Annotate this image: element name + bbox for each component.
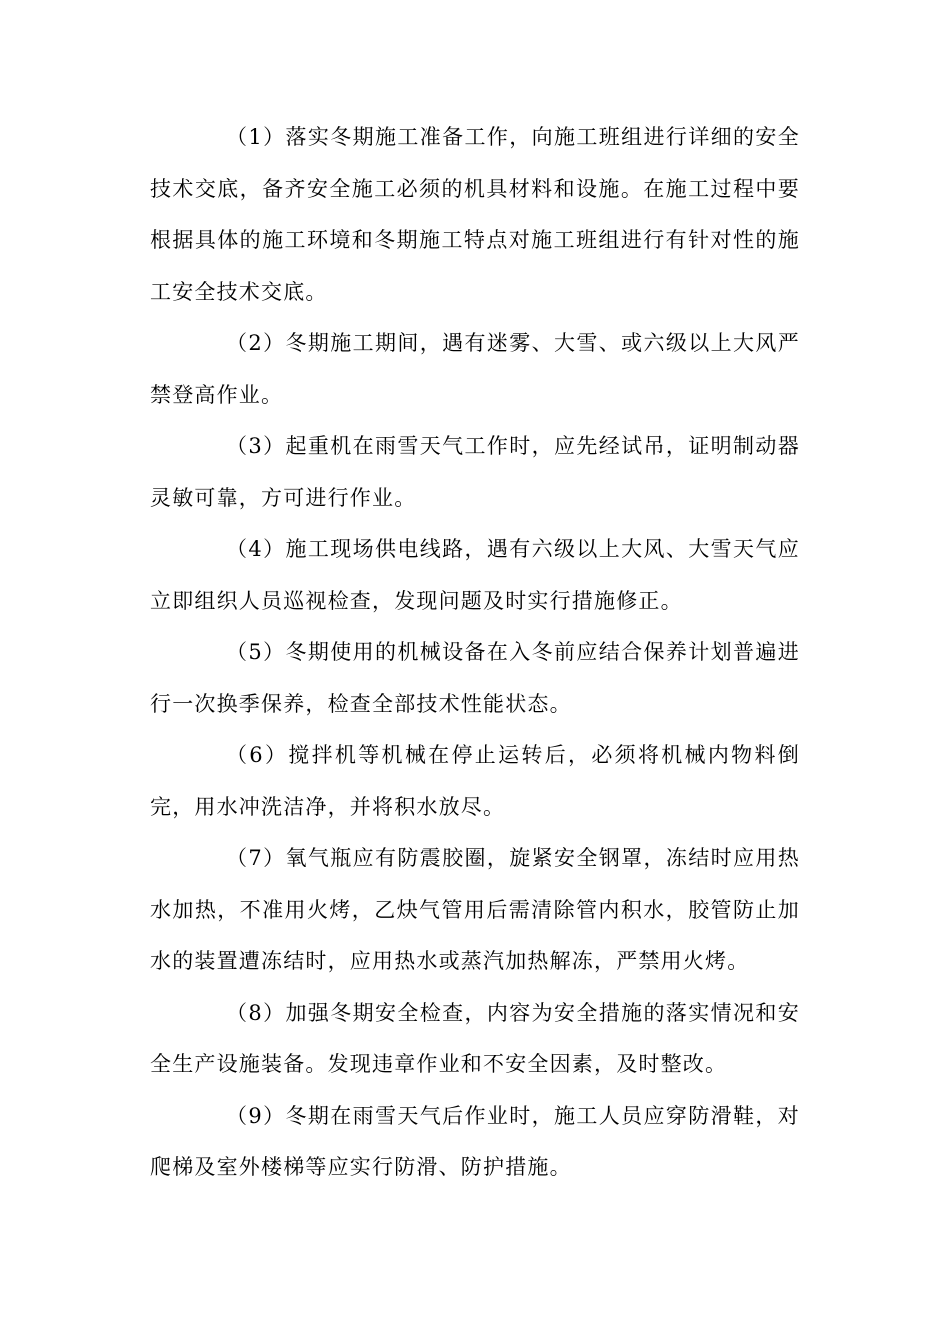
paragraph-9: （9）冬期在雨雪天气后作业时，施工人员应穿防滑鞋，对爬梯及室外楼梯等应实行防滑、防护措施。 xyxy=(150,1103,800,1179)
paragraph-7: （7）氧气瓶应有防震胶圈，旋紧安全钢罩，冻结时应用热水加热，不准用火烤，乙炔气管用后需清除管内积水，胶管防止加水的装置遭冻结时，应用热水或蒸汽加热解冻，严禁用火烤。 xyxy=(150,846,800,973)
paragraph-6: （6）搅拌机等机械在停止运转后，必须将机械内物料倒完，用水冲洗洁净，并将积水放尽。 xyxy=(150,743,800,819)
paragraph-3: （3）起重机在雨雪天气工作时，应先经试吊，证明制动器灵敏可靠，方可进行作业。 xyxy=(150,434,800,510)
paragraph-2: （2）冬期施工期间，遇有迷雾、大雪、或六级以上大风严禁登高作业。 xyxy=(150,331,800,407)
paragraph-5: （5）冬期使用的机械设备在入冬前应结合保养计划普遍进行一次换季保养，检查全部技术性能状态。 xyxy=(150,640,800,716)
document-body xyxy=(150,112,800,1194)
paragraph-8: （8）加强冬期安全检查，内容为安全措施的落实情况和安全生产设施装备。发现违章作业和不安全因素，及时整改。 xyxy=(150,1000,800,1076)
paragraph-1: （1）落实冬期施工准备工作，向施工班组进行详细的安全技术交底，备齐安全施工必须的机具材料和设施。在施工过程中要根据具体的施工环境和冬期施工特点对施工班组进行有针对性的施工安全技术交底。 xyxy=(150,125,800,304)
paragraph-4: （4）施工现场供电线路，遇有六级以上大风、大雪天气应立即组织人员巡视检查，发现问题及时实行措施修正。 xyxy=(150,537,800,613)
